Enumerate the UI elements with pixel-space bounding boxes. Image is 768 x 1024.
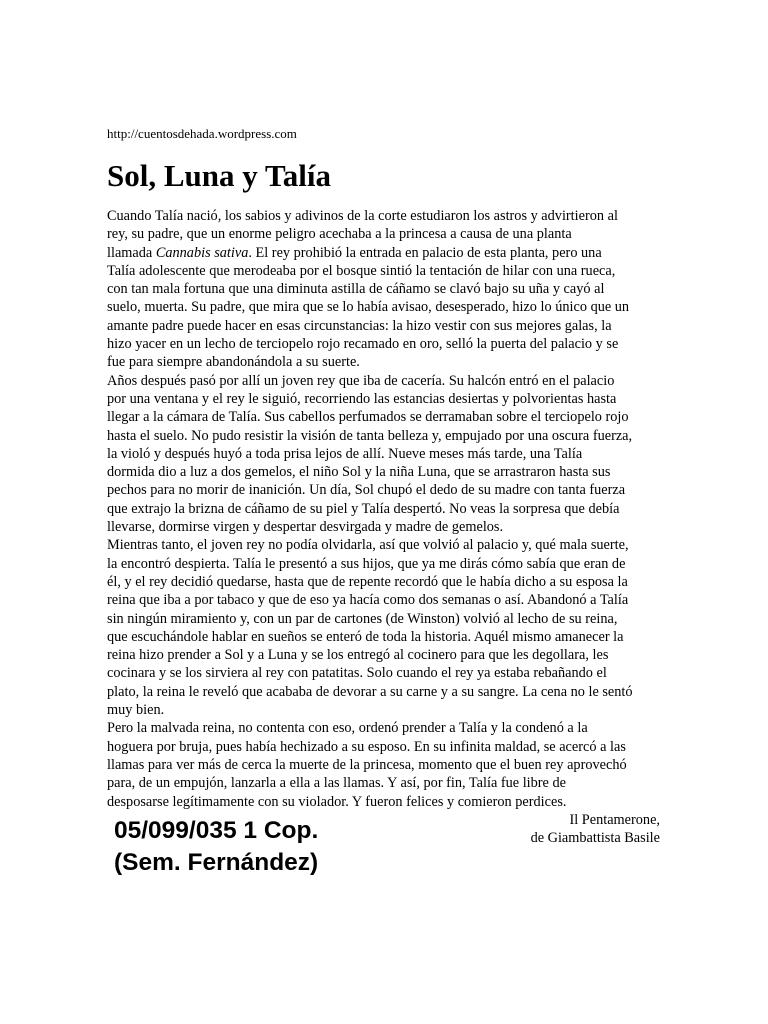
body-line: la violó y después huyó a toda prisa lejos de allí. Nueve meses más tarde, una Talía: [107, 445, 583, 462]
body-line: él, y el rey decidió quedarse, hasta que de repente recordó que le había dicho a su esposa la: [107, 573, 628, 590]
attribution-work: Il Pentamerone,: [569, 811, 660, 828]
body-line: llevarse, dormirse virgen y despertar desvirgada y madre de gemelos.: [107, 519, 504, 536]
attribution-author: de Giambattista Basile: [530, 830, 660, 847]
body-line: Años después pasó por allí un joven rey que iba de cacería. Su halcón entró en el palacio: [107, 372, 615, 389]
body-line: llamas para ver más de cerca la muerte de la princesa, momento que el buen rey aprovechó: [107, 756, 627, 773]
body-text: llamada: [107, 244, 156, 261]
body-line: hizo yacer en un lecho de terciopelo rojo recamado en oro, selló la puerta del palacio y se: [107, 336, 619, 353]
body-line: fue para siempre abandonándola a su suerte.: [107, 354, 360, 371]
body-line: reina hizo prender a Sol y a Luna y se los entregó al cocinero para que les degollara, les: [107, 647, 609, 664]
body-line: suelo, muerta. Su padre, que mira que se lo había avisao, desesperado, hizo lo único que un: [107, 299, 630, 316]
body-line: sin ningún miramiento y, con un par de cartones (de Winston) volvió al lecho de su reina,: [107, 610, 618, 627]
catalog-stamp: [114, 815, 318, 879]
body-line: muy bien.: [107, 702, 165, 719]
body-line: Pero la malvada reina, no contenta con eso, ordenó prender a Talía y la condenó a la: [107, 720, 588, 737]
story-title: Sol, Luna y Talía: [107, 158, 332, 193]
body-line: dormida dio a luz a dos gemelos, el niño Sol y la niña Luna, que se arrastraron hasta sus: [107, 464, 611, 481]
body-line: la encontró despierta. Talía le presentó a sus hijos, que ya me dirás cómo sabía que eran de: [107, 555, 626, 572]
body-line: rey, su padre, que un enorme peligro acechaba a la princesa a causa de una planta: [107, 226, 572, 243]
body-line: cocinara y se los sirviera al rey con patatitas. Solo cuando el rey ya estaba rebañando el: [107, 665, 607, 682]
body-line: hasta el suelo. No pudo resistir la visión de tanta belleza y, empujado por una oscura fuerza,: [107, 427, 633, 444]
body-line: para, de un empujón, lanzarla a ella a las llamas. Y así, por fin, Talía fue libre de: [107, 775, 566, 792]
body-line: [107, 244, 667, 262]
body-line: amante padre puede hacer en esas circunstancias: la hizo vestir con sus mejores galas, la: [107, 317, 612, 334]
body-line: que escuchándole hablar en sueños se enteró de toda la historia. Aquél mismo amanecer la: [107, 628, 624, 645]
species-name: Cannabis sativa: [155, 244, 249, 261]
body-line: Talía adolescente que merodeaba por el bosque sintió la tentación de hilar con una rueca,: [107, 262, 616, 279]
source-url: http://cuentosdehada.wordpress.com: [107, 126, 297, 141]
body-line: Mientras tanto, el joven rey no podía olvidarla, así que volvió al palacio y, qué mala suerte,: [107, 537, 629, 554]
body-text: . El rey prohibió la entrada en palacio de esta planta, pero una: [248, 244, 602, 261]
body-line: pechos para no morir de inanición. Un día, Sol chupó el dedo de su madre con tanta fuerza: [107, 482, 626, 499]
body-line: Cuando Talía nació, los sabios y adivinos de la corte estudiaron los astros y advirtieron al: [107, 208, 618, 224]
body-line: por una ventana y el rey le siguió, recorriendo las estancias desiertas y polvorientas hasta: [107, 390, 617, 407]
catalog-note: (Sem. Fernández): [114, 849, 319, 876]
story-body: [107, 207, 667, 847]
body-line: desposarse legítimamente con su violador. Y fueron felices y comieron perdices.: [107, 793, 567, 810]
body-line: que extrajo la brizna de cáñamo de su piel y Talía despertó. No veas la sorpresa que debía: [107, 500, 620, 517]
catalog-code: 05/099/035 1 Cop.: [114, 817, 319, 844]
body-line: llegar a la cámara de Talía. Sus cabellos perfumados se derramaban sobre el terciopelo rojo: [107, 409, 629, 426]
body-line: hoguera por bruja, pues había hechizado a su esposo. En su infinita maldad, se acercó a las: [107, 738, 626, 755]
body-line: plato, la reina le reveló que acababa de devorar a su carne y a su sangre. La cena no le sentó: [107, 683, 633, 700]
body-line: reina que iba a por tabaco y que de eso ya hacía como dos semanas o así. Abandonó a Talía: [107, 592, 629, 609]
body-line: con tan mala fortuna que una diminuta astilla de cáñamo se clavó bajo su uña y cayó al: [107, 281, 605, 298]
